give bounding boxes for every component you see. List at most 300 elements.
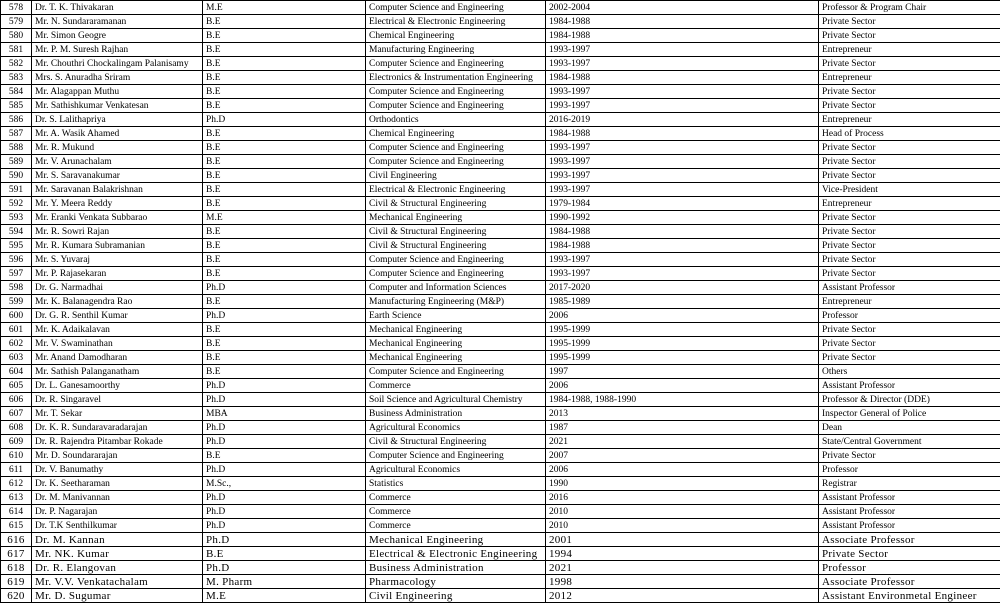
- row-number-cell: 611: [1, 463, 32, 477]
- department-cell: Orthodontics: [366, 113, 546, 127]
- table-row: [1, 15, 1000, 29]
- department-cell: Computer Science and Engineering: [366, 57, 546, 71]
- alumni-name-cell: Mr. Chouthri Chockalingam Palanisamy: [32, 57, 203, 71]
- degree-cell: Ph.D: [203, 505, 366, 519]
- years-cell: 1990: [546, 477, 819, 491]
- row-number-cell: 603: [1, 351, 32, 365]
- years-cell: 1984-1988, 1988-1990: [546, 393, 819, 407]
- table-row: [1, 421, 1000, 435]
- alumni-name-cell: Mr. Sathishkumar Venkatesan: [32, 99, 203, 113]
- years-cell: 2006: [546, 309, 819, 323]
- degree-cell: B.E: [203, 57, 366, 71]
- table-row: [1, 561, 1000, 575]
- position-cell: Assistant Professor: [819, 519, 1000, 533]
- row-number-cell: 608: [1, 421, 32, 435]
- alumni-name-cell: Dr. G. R. Senthil Kumar: [32, 309, 203, 323]
- degree-cell: B.E: [203, 43, 366, 57]
- position-cell: Entrepreneur: [819, 43, 1000, 57]
- degree-cell: Ph.D: [203, 519, 366, 533]
- position-cell: Professor & Program Chair: [819, 1, 1000, 15]
- position-cell: Assistant Professor: [819, 281, 1000, 295]
- years-cell: 1993-1997: [546, 43, 819, 57]
- row-number-cell: 583: [1, 71, 32, 85]
- table-row: [1, 99, 1000, 113]
- years-cell: 2021: [546, 435, 819, 449]
- position-cell: Private Sector: [819, 155, 1000, 169]
- position-cell: Assistant Environmetal Engineer: [819, 589, 1000, 603]
- degree-cell: B.E: [203, 169, 366, 183]
- row-number-cell: 610: [1, 449, 32, 463]
- years-cell: 2016: [546, 491, 819, 505]
- table-row: [1, 113, 1000, 127]
- years-cell: 2016-2019: [546, 113, 819, 127]
- row-number-cell: 609: [1, 435, 32, 449]
- alumni-name-cell: Mr. N. Sundararamanan: [32, 15, 203, 29]
- position-cell: Private Sector: [819, 239, 1000, 253]
- row-number-cell: 600: [1, 309, 32, 323]
- alumni-name-cell: Mr. R. Mukund: [32, 141, 203, 155]
- alumni-name-cell: Dr. V. Banumathy: [32, 463, 203, 477]
- alumni-name-cell: Dr. M. Manivannan: [32, 491, 203, 505]
- degree-cell: Ph.D: [203, 113, 366, 127]
- alumni-name-cell: Dr. T.K Senthilkumar: [32, 519, 203, 533]
- table-row: [1, 575, 1000, 589]
- degree-cell: B.E: [203, 267, 366, 281]
- table-row: [1, 183, 1000, 197]
- department-cell: Computer Science and Engineering: [366, 1, 546, 15]
- department-cell: Electronics & Instrumentation Engineering: [366, 71, 546, 85]
- years-cell: 1995-1999: [546, 337, 819, 351]
- degree-cell: B.E: [203, 85, 366, 99]
- alumni-name-cell: Mr. D. Sugumar: [32, 589, 203, 603]
- row-number-cell: 607: [1, 407, 32, 421]
- table-row: [1, 589, 1000, 603]
- table-row: [1, 85, 1000, 99]
- years-cell: 1993-1997: [546, 169, 819, 183]
- row-number-cell: 588: [1, 141, 32, 155]
- position-cell: Private Sector: [819, 225, 1000, 239]
- position-cell: Vice-President: [819, 183, 1000, 197]
- row-number-cell: 605: [1, 379, 32, 393]
- table-row: [1, 533, 1000, 547]
- years-cell: 2010: [546, 505, 819, 519]
- row-number-cell: 612: [1, 477, 32, 491]
- years-cell: 1993-1997: [546, 57, 819, 71]
- years-cell: 2006: [546, 463, 819, 477]
- table-row: [1, 267, 1000, 281]
- department-cell: Mechanical Engineering: [366, 533, 546, 547]
- position-cell: Private Sector: [819, 99, 1000, 113]
- position-cell: Professor: [819, 463, 1000, 477]
- department-cell: Mechanical Engineering: [366, 211, 546, 225]
- position-cell: Private Sector: [819, 547, 1000, 561]
- alumni-name-cell: Mr. P. M. Suresh Rajhan: [32, 43, 203, 57]
- department-cell: Chemical Engineering: [366, 29, 546, 43]
- alumni-name-cell: Mr. P. Rajasekaran: [32, 267, 203, 281]
- degree-cell: B.E: [203, 449, 366, 463]
- row-number-cell: 598: [1, 281, 32, 295]
- table-row: [1, 519, 1000, 533]
- alumni-name-cell: Dr. R. Elangovan: [32, 561, 203, 575]
- table-row: [1, 379, 1000, 393]
- years-cell: 2002-2004: [546, 1, 819, 15]
- alumni-name-cell: Mr. K. Balanagendra Rao: [32, 295, 203, 309]
- department-cell: Computer Science and Engineering: [366, 267, 546, 281]
- row-number-cell: 592: [1, 197, 32, 211]
- position-cell: Entrepreneur: [819, 113, 1000, 127]
- department-cell: Manufacturing Engineering: [366, 43, 546, 57]
- row-number-cell: 594: [1, 225, 32, 239]
- department-cell: Business Administration: [366, 561, 546, 575]
- alumni-name-cell: Mr. V. Swaminathan: [32, 337, 203, 351]
- row-number-cell: 585: [1, 99, 32, 113]
- row-number-cell: 606: [1, 393, 32, 407]
- years-cell: 1984-1988: [546, 29, 819, 43]
- department-cell: Mechanical Engineering: [366, 323, 546, 337]
- degree-cell: B.E: [203, 337, 366, 351]
- department-cell: Computer Science and Engineering: [366, 85, 546, 99]
- table-row: [1, 463, 1000, 477]
- degree-cell: Ph.D: [203, 309, 366, 323]
- position-cell: Professor: [819, 561, 1000, 575]
- table-row: [1, 393, 1000, 407]
- department-cell: Civil & Structural Engineering: [366, 239, 546, 253]
- table-row: [1, 141, 1000, 155]
- department-cell: Pharmacology: [366, 575, 546, 589]
- alumni-name-cell: Mr. NK. Kumar: [32, 547, 203, 561]
- alumni-name-cell: Mr. Sathish Palanganatham: [32, 365, 203, 379]
- table-row: [1, 407, 1000, 421]
- row-number-cell: 593: [1, 211, 32, 225]
- alumni-name-cell: Dr. K. R. Sundaravaradarajan: [32, 421, 203, 435]
- table-row: [1, 365, 1000, 379]
- department-cell: Civil Engineering: [366, 169, 546, 183]
- position-cell: Entrepreneur: [819, 295, 1000, 309]
- department-cell: Soil Science and Agricultural Chemistry: [366, 393, 546, 407]
- degree-cell: Ph.D: [203, 533, 366, 547]
- table-row: [1, 295, 1000, 309]
- alumni-name-cell: Dr. K. Seetharaman: [32, 477, 203, 491]
- table-row: [1, 29, 1000, 43]
- degree-cell: B.E: [203, 351, 366, 365]
- years-cell: 2013: [546, 407, 819, 421]
- alumni-name-cell: Mr. Eranki Venkata Subbarao: [32, 211, 203, 225]
- row-number-cell: 619: [1, 575, 32, 589]
- department-cell: Computer and Information Sciences: [366, 281, 546, 295]
- department-cell: Manufacturing Engineering (M&P): [366, 295, 546, 309]
- years-cell: 1984-1988: [546, 239, 819, 253]
- table-row: [1, 491, 1000, 505]
- years-cell: 1984-1988: [546, 127, 819, 141]
- degree-cell: Ph.D: [203, 393, 366, 407]
- years-cell: 2021: [546, 561, 819, 575]
- department-cell: Business Administration: [366, 407, 546, 421]
- department-cell: Mechanical Engineering: [366, 351, 546, 365]
- position-cell: Entrepreneur: [819, 197, 1000, 211]
- alumni-name-cell: Mr. S. Saravanakumar: [32, 169, 203, 183]
- degree-cell: Ph.D: [203, 561, 366, 575]
- years-cell: 1984-1988: [546, 15, 819, 29]
- position-cell: State/Central Government: [819, 435, 1000, 449]
- years-cell: 2017-2020: [546, 281, 819, 295]
- row-number-cell: 615: [1, 519, 32, 533]
- alumni-name-cell: Dr. R. Singaravel: [32, 393, 203, 407]
- degree-cell: B.E: [203, 15, 366, 29]
- years-cell: 1998: [546, 575, 819, 589]
- row-number-cell: 589: [1, 155, 32, 169]
- table-row: [1, 239, 1000, 253]
- alumni-name-cell: Dr. L. Ganesamoorthy: [32, 379, 203, 393]
- years-cell: 1990-1992: [546, 211, 819, 225]
- alumni-name-cell: Dr. M. Kannan: [32, 533, 203, 547]
- department-cell: Electrical & Electronic Engineering: [366, 15, 546, 29]
- department-cell: Electrical & Electronic Engineering: [366, 183, 546, 197]
- table-row: [1, 211, 1000, 225]
- degree-cell: B.E: [203, 183, 366, 197]
- table-row: [1, 547, 1000, 561]
- position-cell: Private Sector: [819, 141, 1000, 155]
- position-cell: Private Sector: [819, 57, 1000, 71]
- department-cell: Computer Science and Engineering: [366, 99, 546, 113]
- alumni-name-cell: Dr. P. Nagarajan: [32, 505, 203, 519]
- department-cell: Computer Science and Engineering: [366, 141, 546, 155]
- degree-cell: M.E: [203, 1, 366, 15]
- alumni-name-cell: Dr. T. K. Thivakaran: [32, 1, 203, 15]
- row-number-cell: 620: [1, 589, 32, 603]
- years-cell: 1984-1988: [546, 71, 819, 85]
- position-cell: Entrepreneur: [819, 71, 1000, 85]
- row-number-cell: 582: [1, 57, 32, 71]
- row-number-cell: 596: [1, 253, 32, 267]
- position-cell: Assistant Professor: [819, 491, 1000, 505]
- alumni-name-cell: Dr. S. Lalithapriya: [32, 113, 203, 127]
- alumni-name-cell: Mr. V.V. Venkatachalam: [32, 575, 203, 589]
- row-number-cell: 604: [1, 365, 32, 379]
- department-cell: Statistics: [366, 477, 546, 491]
- alumni-table-body: [1, 1, 1000, 603]
- alumni-name-cell: Mr. Saravanan Balakrishnan: [32, 183, 203, 197]
- years-cell: 1979-1984: [546, 197, 819, 211]
- table-row: [1, 225, 1000, 239]
- table-row: [1, 71, 1000, 85]
- years-cell: 1995-1999: [546, 323, 819, 337]
- row-number-cell: 578: [1, 1, 32, 15]
- alumni-name-cell: Dr. R. Rajendra Pitambar Rokade: [32, 435, 203, 449]
- row-number-cell: 602: [1, 337, 32, 351]
- position-cell: Associate Professor: [819, 575, 1000, 589]
- years-cell: 2007: [546, 449, 819, 463]
- row-number-cell: 584: [1, 85, 32, 99]
- table-row: [1, 323, 1000, 337]
- years-cell: 1993-1997: [546, 267, 819, 281]
- degree-cell: B.E: [203, 29, 366, 43]
- degree-cell: B.E: [203, 323, 366, 337]
- years-cell: 2006: [546, 379, 819, 393]
- degree-cell: M.E: [203, 589, 366, 603]
- table-row: [1, 57, 1000, 71]
- row-number-cell: 579: [1, 15, 32, 29]
- department-cell: Computer Science and Engineering: [366, 253, 546, 267]
- years-cell: 1993-1997: [546, 99, 819, 113]
- department-cell: Computer Science and Engineering: [366, 365, 546, 379]
- alumni-name-cell: Mr. Alagappan Muthu: [32, 85, 203, 99]
- degree-cell: M.Sc.,: [203, 477, 366, 491]
- alumni-name-cell: Mr. Simon Geogre: [32, 29, 203, 43]
- degree-cell: M. Pharm: [203, 575, 366, 589]
- table-row: [1, 197, 1000, 211]
- table-row: [1, 253, 1000, 267]
- table-row: [1, 43, 1000, 57]
- department-cell: Commerce: [366, 519, 546, 533]
- position-cell: Dean: [819, 421, 1000, 435]
- row-number-cell: 580: [1, 29, 32, 43]
- department-cell: Computer Science and Engineering: [366, 449, 546, 463]
- department-cell: Earth Science: [366, 309, 546, 323]
- degree-cell: M.E: [203, 211, 366, 225]
- department-cell: Civil Engineering: [366, 589, 546, 603]
- table-row: [1, 477, 1000, 491]
- table-row: [1, 281, 1000, 295]
- position-cell: Registrar: [819, 477, 1000, 491]
- years-cell: 1993-1997: [546, 155, 819, 169]
- position-cell: Private Sector: [819, 351, 1000, 365]
- alumni-name-cell: Mr. S. Yuvaraj: [32, 253, 203, 267]
- department-cell: Computer Science and Engineering: [366, 155, 546, 169]
- degree-cell: Ph.D: [203, 379, 366, 393]
- degree-cell: B.E: [203, 141, 366, 155]
- years-cell: 1993-1997: [546, 253, 819, 267]
- department-cell: Agricultural Economics: [366, 463, 546, 477]
- department-cell: Civil & Structural Engineering: [366, 197, 546, 211]
- row-number-cell: 591: [1, 183, 32, 197]
- row-number-cell: 590: [1, 169, 32, 183]
- alumni-name-cell: Mr. R. Kumara Subramanian: [32, 239, 203, 253]
- table-row: [1, 309, 1000, 323]
- degree-cell: Ph.D: [203, 281, 366, 295]
- position-cell: Professor: [819, 309, 1000, 323]
- degree-cell: B.E: [203, 99, 366, 113]
- degree-cell: B.E: [203, 365, 366, 379]
- degree-cell: B.E: [203, 127, 366, 141]
- row-number-cell: 617: [1, 547, 32, 561]
- row-number-cell: 613: [1, 491, 32, 505]
- years-cell: 2010: [546, 519, 819, 533]
- department-cell: Commerce: [366, 379, 546, 393]
- row-number-cell: 586: [1, 113, 32, 127]
- row-number-cell: 581: [1, 43, 32, 57]
- row-number-cell: 599: [1, 295, 32, 309]
- alumni-name-cell: Mr. R. Sowri Rajan: [32, 225, 203, 239]
- department-cell: Civil & Structural Engineering: [366, 225, 546, 239]
- degree-cell: B.E: [203, 197, 366, 211]
- position-cell: Private Sector: [819, 323, 1000, 337]
- years-cell: 1995-1999: [546, 351, 819, 365]
- row-number-cell: 601: [1, 323, 32, 337]
- position-cell: Inspector General of Police: [819, 407, 1000, 421]
- position-cell: Private Sector: [819, 253, 1000, 267]
- department-cell: Mechanical Engineering: [366, 337, 546, 351]
- alumni-name-cell: Mr. A. Wasik Ahamed: [32, 127, 203, 141]
- years-cell: 1993-1997: [546, 85, 819, 99]
- position-cell: Private Sector: [819, 267, 1000, 281]
- degree-cell: Ph.D: [203, 491, 366, 505]
- table-row: [1, 435, 1000, 449]
- row-number-cell: 614: [1, 505, 32, 519]
- degree-cell: B.E: [203, 253, 366, 267]
- years-cell: 1987: [546, 421, 819, 435]
- row-number-cell: 618: [1, 561, 32, 575]
- years-cell: 1993-1997: [546, 141, 819, 155]
- position-cell: Head of Process: [819, 127, 1000, 141]
- row-number-cell: 597: [1, 267, 32, 281]
- position-cell: Private Sector: [819, 449, 1000, 463]
- years-cell: 1993-1997: [546, 183, 819, 197]
- position-cell: Private Sector: [819, 15, 1000, 29]
- years-cell: 1994: [546, 547, 819, 561]
- degree-cell: B.E: [203, 547, 366, 561]
- years-cell: 1984-1988: [546, 225, 819, 239]
- position-cell: Others: [819, 365, 1000, 379]
- position-cell: Assistant Professor: [819, 379, 1000, 393]
- degree-cell: Ph.D: [203, 463, 366, 477]
- years-cell: 1997: [546, 365, 819, 379]
- department-cell: Commerce: [366, 491, 546, 505]
- degree-cell: MBA: [203, 407, 366, 421]
- alumni-name-cell: Mr. K. Adaikalavan: [32, 323, 203, 337]
- position-cell: Private Sector: [819, 211, 1000, 225]
- degree-cell: Ph.D: [203, 435, 366, 449]
- years-cell: 2001: [546, 533, 819, 547]
- table-row: [1, 127, 1000, 141]
- table-row: [1, 1, 1000, 15]
- position-cell: Associate Professor: [819, 533, 1000, 547]
- alumni-name-cell: Dr. G. Narmadhai: [32, 281, 203, 295]
- years-cell: 2012: [546, 589, 819, 603]
- degree-cell: B.E: [203, 295, 366, 309]
- years-cell: 1985-1989: [546, 295, 819, 309]
- row-number-cell: 595: [1, 239, 32, 253]
- position-cell: Professor & Director (DDE): [819, 393, 1000, 407]
- degree-cell: B.E: [203, 155, 366, 169]
- alumni-name-cell: Mr. Anand Damodharan: [32, 351, 203, 365]
- alumni-name-cell: Mr. T. Sekar: [32, 407, 203, 421]
- degree-cell: B.E: [203, 225, 366, 239]
- position-cell: Private Sector: [819, 337, 1000, 351]
- table-row: [1, 337, 1000, 351]
- row-number-cell: 616: [1, 533, 32, 547]
- department-cell: Electrical & Electronic Engineering: [366, 547, 546, 561]
- table-row: [1, 351, 1000, 365]
- position-cell: Private Sector: [819, 85, 1000, 99]
- degree-cell: Ph.D: [203, 421, 366, 435]
- alumni-name-cell: Mr. Y. Meera Reddy: [32, 197, 203, 211]
- department-cell: Commerce: [366, 505, 546, 519]
- row-number-cell: 587: [1, 127, 32, 141]
- table-row: [1, 169, 1000, 183]
- department-cell: Chemical Engineering: [366, 127, 546, 141]
- position-cell: Private Sector: [819, 169, 1000, 183]
- degree-cell: B.E: [203, 239, 366, 253]
- position-cell: Private Sector: [819, 29, 1000, 43]
- position-cell: Assistant Professor: [819, 505, 1000, 519]
- degree-cell: B.E: [203, 71, 366, 85]
- table-row: [1, 155, 1000, 169]
- alumni-name-cell: Mrs. S. Anuradha Sriram: [32, 71, 203, 85]
- department-cell: Agricultural Economics: [366, 421, 546, 435]
- alumni-name-cell: Mr. V. Arunachalam: [32, 155, 203, 169]
- alumni-name-cell: Mr. D. Soundararajan: [32, 449, 203, 463]
- table-row: [1, 505, 1000, 519]
